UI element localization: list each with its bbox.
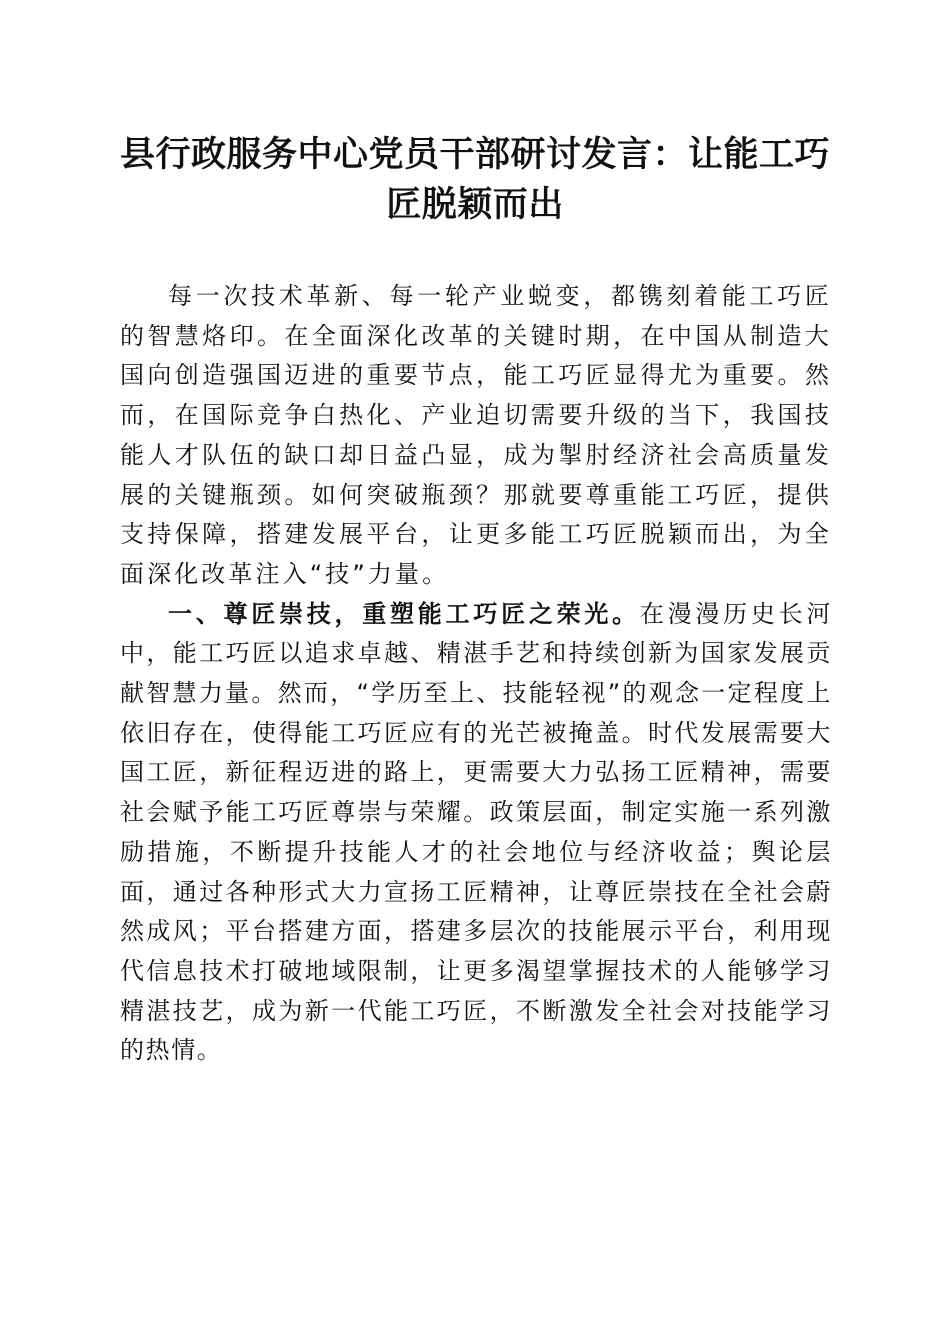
title-line-2: 匠脱颖而出	[386, 184, 564, 225]
section-one-heading: 一、尊匠崇技，重塑能工巧匠之荣光。	[168, 599, 640, 628]
document-body	[120, 277, 832, 1071]
paragraph-intro-text: 每一次技术革新、每一轮产业蜕变，都镌刻着能工巧匠的智慧烙印。在全面深化改革的关键时期，在中国从制造大国向创造强国迈进的重要节点，能工巧匠显得尤为重要。然而，在国际竞争白热化、产业迫切需要升级的当下，我国技能人才队伍的缺口却日益凸显，成为掣肘经济社会高质量发展的关键瓶颈。如何突破瓶颈？那就要尊重能工巧匠，提供支持保障，搭建发展平台，让更多能工巧匠脱颖而出，为全面深化改革注入“技”力量。	[120, 282, 832, 588]
section-one-text: 在漫漫历史长河中，能工巧匠以追求卓越、精湛手艺和持续创新为国家发展贡献智慧力量。然而，“学历至上、技能轻视”的观念一定程度上依旧存在，使得能工巧匠应有的光芒被掩盖。时代发展需要大国工匠，新征程迈进的路上，更需要大力弘扬工匠精神，需要社会赋予能工巧匠尊崇与荣耀。政策层面，制定实施一系列激励措施，不断提升技能人才的社会地位与经济收益；舆论层面，通过各种形式大力宣扬工匠精神，让尊匠崇技在全社会蔚然成风；平台搭建方面，搭建多层次的技能展示平台，利用现代信息技术打破地域限制，让更多渴望掌握技术的人能够学习精湛技艺，成为新一代能工巧匠，不断激发全社会对技能学习的热情。	[120, 599, 832, 1065]
title-line-1: 县行政服务中心党员干部研讨发言：让能工巧	[119, 134, 830, 175]
paragraph-section-one	[120, 595, 832, 1071]
document-title	[110, 130, 840, 230]
paragraph-intro	[120, 277, 832, 595]
